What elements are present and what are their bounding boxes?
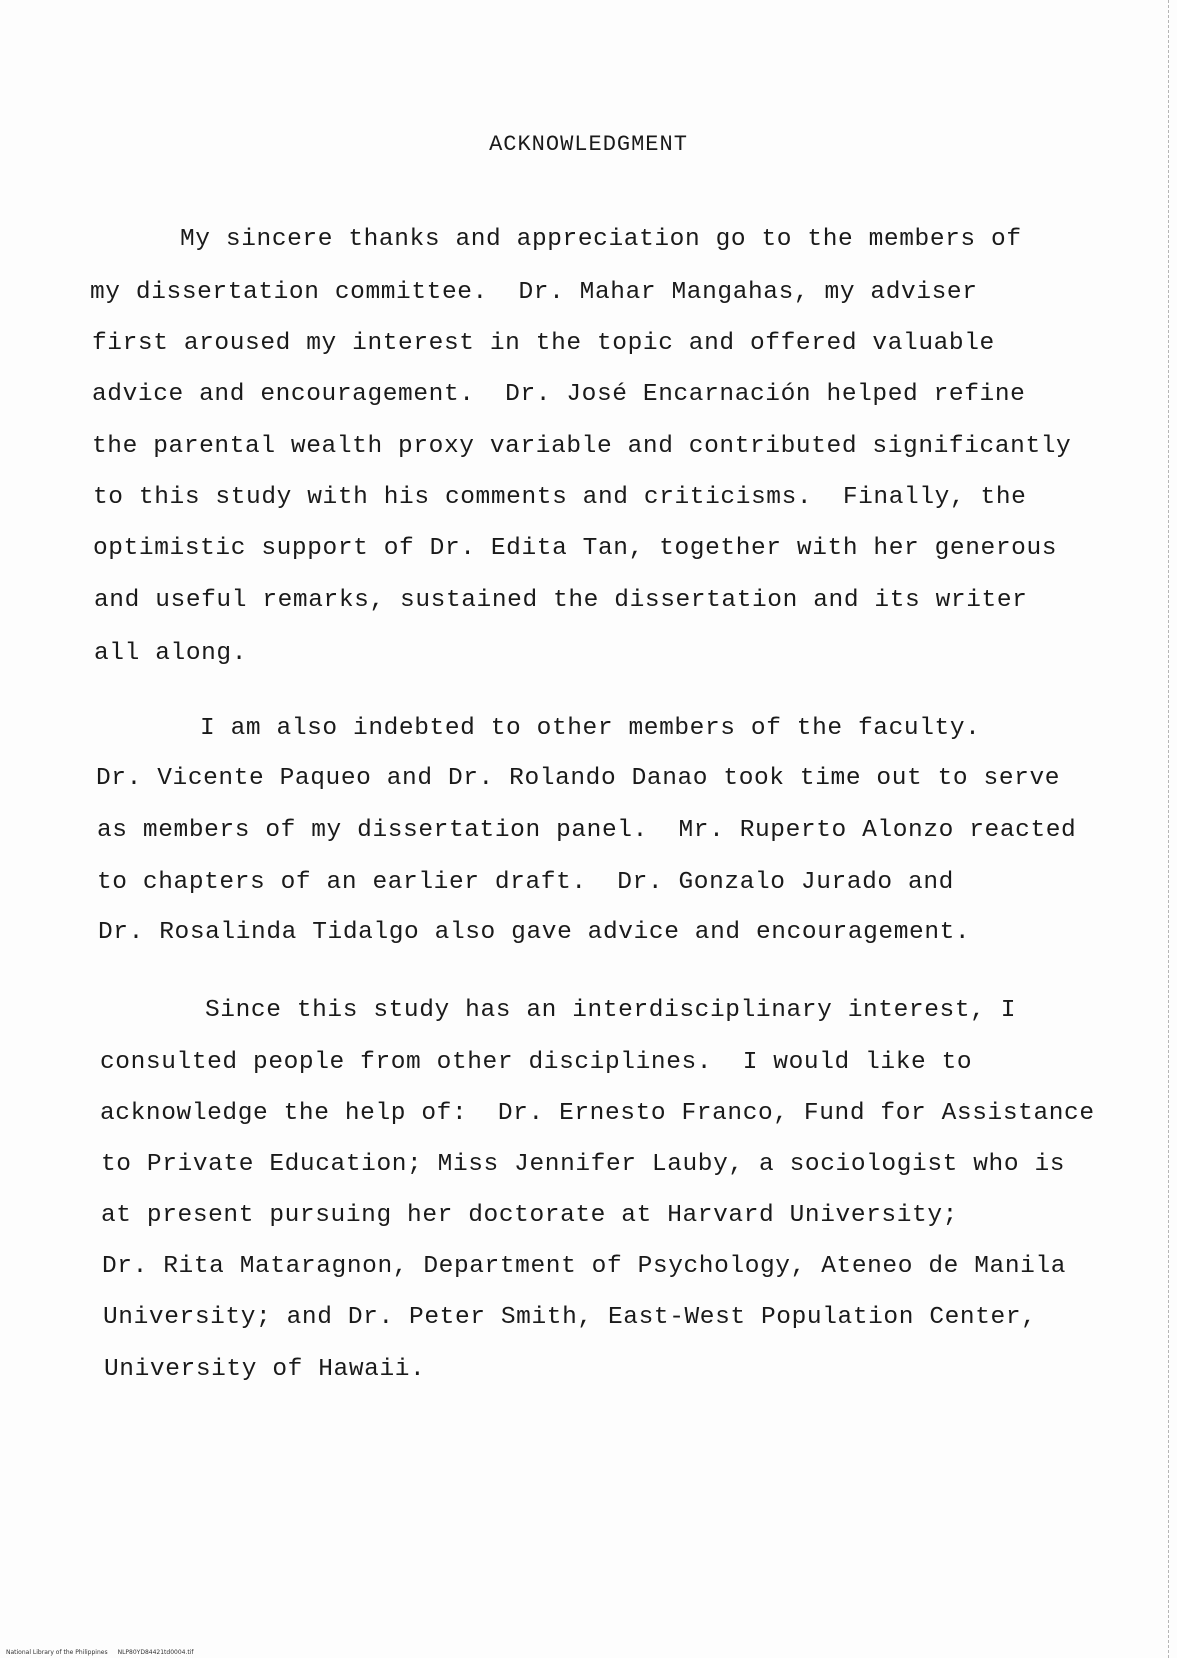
paragraph-1-line-5: the parental wealth proxy variable and contributed significantly bbox=[92, 433, 1072, 460]
paragraph-3-line-5: at present pursuing her doctorate at Harvard University; bbox=[101, 1202, 958, 1229]
page-title: ACKNOWLEDGMENT bbox=[489, 132, 688, 157]
page-edge-divider bbox=[1168, 0, 1169, 1658]
paragraph-3-line-8: University of Hawaii. bbox=[104, 1356, 426, 1383]
scan-footer bbox=[6, 1649, 204, 1656]
paragraph-1-line-1: My sincere thanks and appreciation go to the members of bbox=[180, 226, 1022, 253]
paragraph-1-line-8: and useful remarks, sustained the dissertation and its writer bbox=[94, 587, 1028, 614]
footer-file-ref: NLP80YD84421td0004.tif bbox=[117, 1649, 194, 1656]
paragraph-3-line-2: consulted people from other disciplines. I would like to bbox=[100, 1049, 973, 1076]
paragraph-3-line-7: University; and Dr. Peter Smith, East-West Population Center, bbox=[103, 1304, 1037, 1331]
paragraph-2-line-3: as members of my dissertation panel. Mr. Ruperto Alonzo reacted bbox=[97, 817, 1077, 844]
paragraph-1-line-9: all along. bbox=[94, 640, 248, 667]
paragraph-1-line-6: to this study with his comments and criticisms. Finally, the bbox=[93, 484, 1027, 511]
paragraph-2-line-1: I am also indebted to other members of the faculty. bbox=[200, 715, 981, 742]
paragraph-1-line-2: my dissertation committee. Dr. Mahar Mangahas, my adviser bbox=[90, 279, 978, 306]
paragraph-1-line-4: advice and encouragement. Dr. José Encarnación helped refine bbox=[92, 381, 1026, 408]
paragraph-2-line-5: Dr. Rosalinda Tidalgo also gave advice and encouragement. bbox=[98, 919, 971, 946]
paragraph-3-line-3: acknowledge the help of: Dr. Ernesto Franco, Fund for Assistance bbox=[100, 1100, 1095, 1127]
paragraph-2-line-2: Dr. Vicente Paqueo and Dr. Rolando Danao took time out to serve bbox=[96, 765, 1061, 792]
paragraph-1-line-7: optimistic support of Dr. Edita Tan, together with her generous bbox=[93, 535, 1058, 562]
paragraph-3-line-1: Since this study has an interdisciplinary interest, I bbox=[205, 997, 1017, 1024]
footer-library: National Library of the Philippines bbox=[6, 1649, 108, 1656]
paragraph-2-line-4: to chapters of an earlier draft. Dr. Gonzalo Jurado and bbox=[97, 869, 954, 896]
paragraph-3-line-4: to Private Education; Miss Jennifer Lauby, a sociologist who is bbox=[101, 1151, 1066, 1178]
paragraph-3-line-6: Dr. Rita Mataragnon, Department of Psychology, Ateneo de Manila bbox=[102, 1253, 1067, 1280]
paragraph-1-line-3: first aroused my interest in the topic and offered valuable bbox=[92, 330, 995, 357]
